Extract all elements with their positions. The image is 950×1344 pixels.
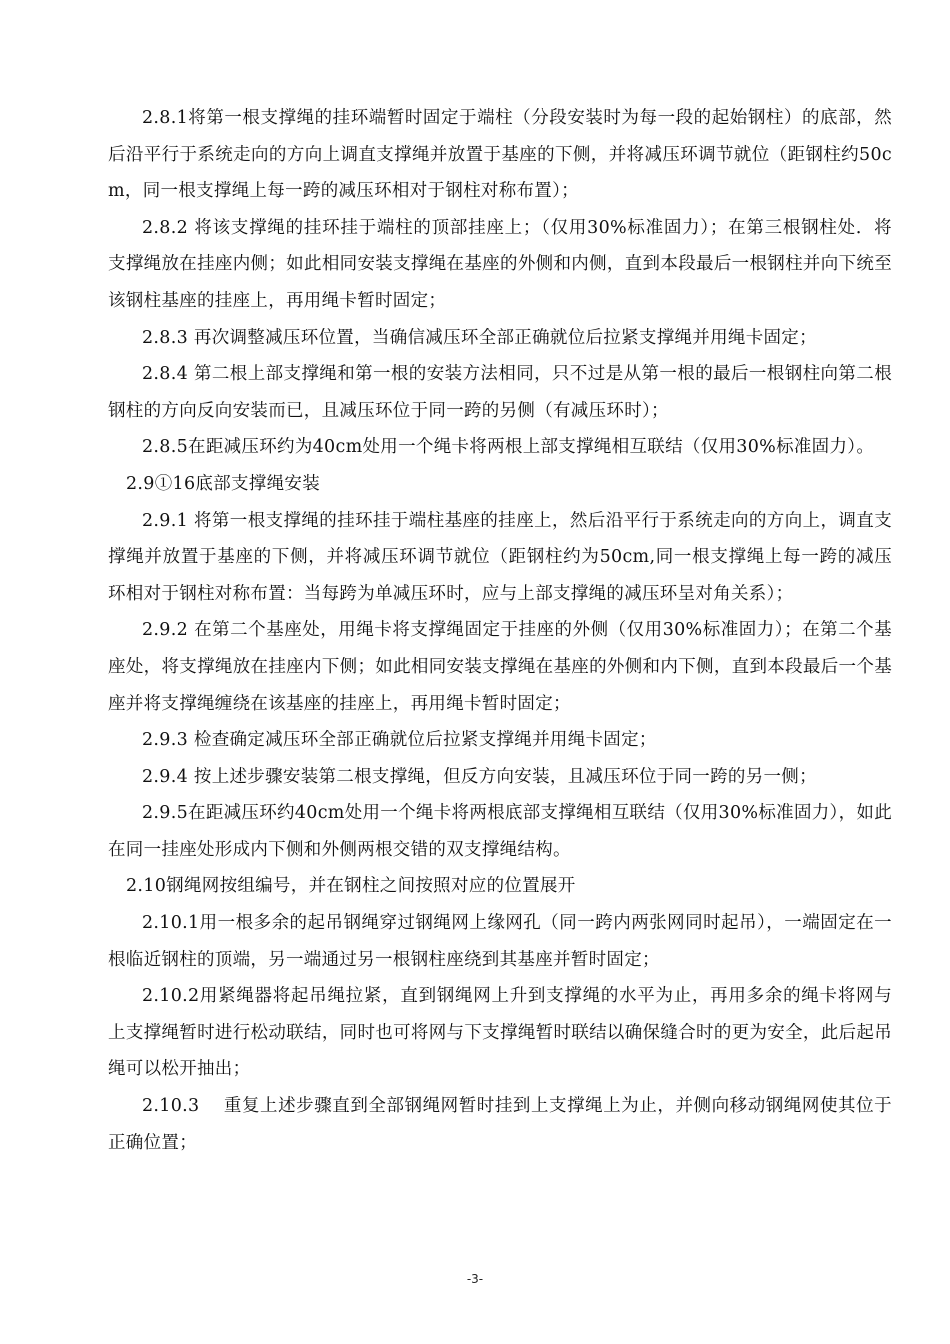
paragraph-2-9-5: 2.9.5在距减压环约40cm处用一个绳卡将两根底部支撑绳相互联结（仅用30%标准固力），如此在同一挂座处形成内下侧和外侧两根交错的双支撑绳结构。: [108, 803, 892, 860]
paragraph-2-9-2: 2.9.2 在第二个基座处，用绳卡将支撑绳固定于挂座的外侧（仅用30%标准固力）；在第二个基座处，将支撑绳放在挂座内下侧；如此相同安装支撑绳在基座的外侧和内下侧，直到本段最后一个基座并将支撑绳缠绕在该基座的挂座上，再用绳卡暂时固定；: [108, 620, 892, 714]
page-number: -3-: [466, 1272, 484, 1286]
paragraph-2-8-3: 2.8.3 再次调整减压环位置，当确信减压环全部正确就位后拉紧支撑绳并用绳卡固定；: [142, 327, 817, 348]
document-body: [108, 100, 892, 1161]
paragraph-2-9-4: 2.9.4 按上述步骤安装第二根支撑绳，但反方向安装，且减压环位于同一跨的另一侧；: [142, 766, 817, 787]
paragraph-2-8-4: 2.8.4 第二根上部支撑绳和第一根的安装方法相同，只不过是从第一根的最后一根钢柱向第二根钢柱的方向反向安装而已，且减压环位于同一跨的另侧（有减压环时）；: [108, 364, 892, 421]
paragraph-2-8-2: 2.8.2 将该支撑绳的挂环挂于端柱的顶部挂座上；（仅用30%标准固力）；在第三根钢柱处．将支撑绳放在挂座内侧；如此相同安装支撑绳在基座的外侧和内侧，直到本段最后一根钢柱并向下统至该钢柱基座的挂座上，再用绳卡暂时固定；: [108, 217, 892, 311]
paragraph-2-10-3: 2.10.3 重复上述步骤直到全部钢绳网暂时挂到上支撑绳上为止，并侧向移动钢绳网使其位于正确位置；: [108, 1096, 892, 1153]
paragraph-2-10-2: 2.10.2用紧绳器将起吊绳拉紧，直到钢绳网上升到支撑绳的水平为止，再用多余的绳卡将网与上支撑绳暂时进行松动联结，同时也可将网与下支撑绳暂时联结以确保缝合时的更为安全，此后起吊绳可以松开抽出；: [108, 986, 892, 1080]
paragraph-2-10-1: 2.10.1用一根多余的起吊钢绳穿过钢绳网上缘网孔（同一跨内两张网同时起吊），一端固定在一根临近钢柱的顶端，另一端通过另一根钢柱座绕到其基座并暂时固定；: [108, 913, 892, 970]
paragraph-2-8-1: 2.8.1将第一根支撑绳的挂环端暂时固定于端柱（分段安装时为每一段的起始钢柱）的底部，然后沿平行于系统走向的方向上调直支撑绳并放置于基座的下侧，并将减压环调节就位（距钢柱约50cm，同一根支撑绳上每一跨的减压环相对于钢柱对称布置）；: [108, 108, 892, 202]
paragraph-2-9-3: 2.9.3 检查确定减压环全部正确就位后拉紧支撑绳并用绳卡固定；: [142, 730, 657, 751]
section-heading-2-10: 2.10钢绳网按组编号，并在钢柱之间按照对应的位置展开: [126, 876, 576, 897]
paragraph-2-8-5: 2.8.5在距减压环约为40cm处用一个绳卡将两根上部支撑绳相互联结（仅用30%标准固力）。: [142, 437, 875, 458]
paragraph-2-9-1: 2.9.1 将第一根支撑绳的挂环挂于端柱基座的挂座上，然后沿平行于系统走向的方向上，调直支撑绳并放置于基座的下侧，并将减压环调节就位（距钢柱约为50cm,同一根支撑绳上每一跨的减压环相对于钢柱对称布置：当每跨为单减压环时，应与上部支撑绳的减压环呈对角关系）；: [108, 510, 892, 604]
section-heading-2-9: 2.9①16底部支撑绳安装: [126, 473, 320, 494]
